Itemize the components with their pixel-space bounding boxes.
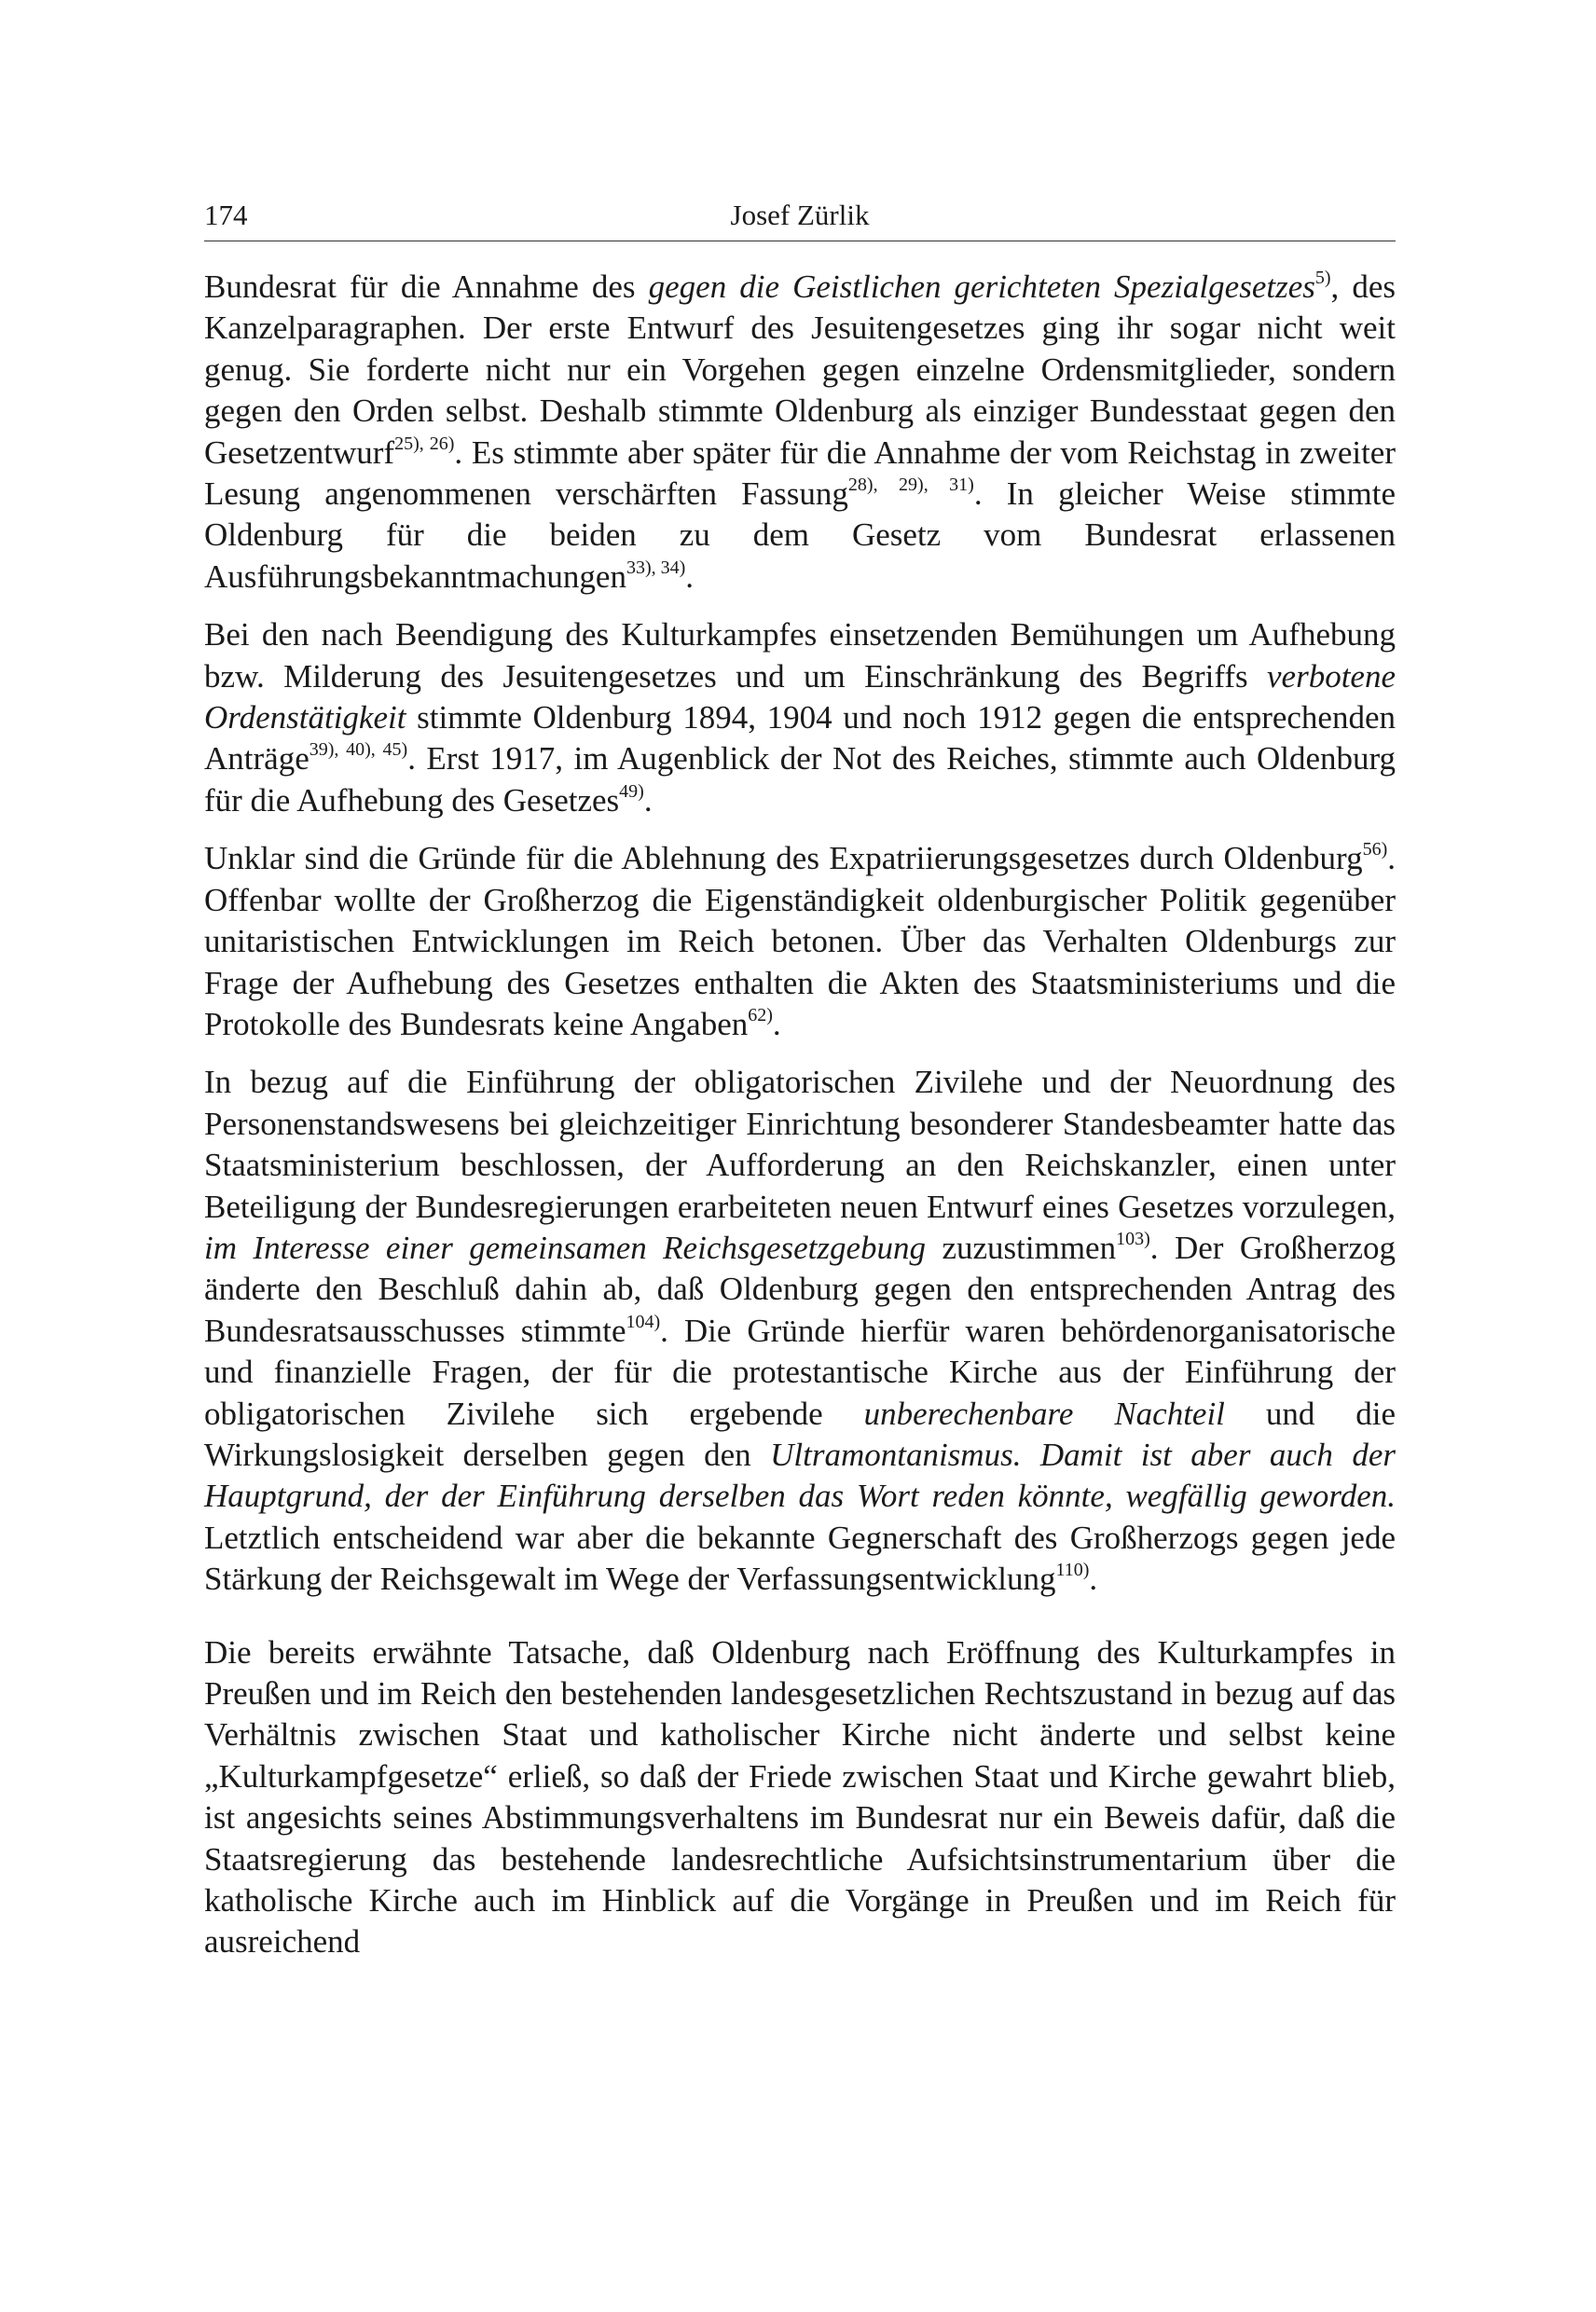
footnote-ref: 103) — [1116, 1228, 1150, 1249]
text-run: Die bereits erwähnte Tatsache, daß Oldenburg nach Eröffnung des Kulturkampfes in Preußen und im Reich den bestehenden landesgesetzlichen Rechtszustand in bezug auf das Verhältnis zwischen Staat und katholischer Kirche nicht änderte und selbst keine „Kulturkampfgesetze“ erließ, so daß der Friede zwischen Staat und Kirche gewahrt blieb, ist angesichts seines Abstimmungsverhaltens im Bundesrat nur ein Beweis dafür, daß die Staatsregierung das bestehende landesrechtliche Aufsichtsinstrumentarium über die katholische Kirche auch im Hinblick auf die Vorgänge in Preußen und im Reich für ausreichend — [204, 1633, 1396, 1961]
paragraph — [204, 267, 1396, 598]
text-run: . Die Gründe hierfür waren behördenorganisatorische und finanzielle Fragen, der für die protestantische Kirche aus der Einführung der obligatorischen Zivilehe sich ergebende — [204, 1312, 1396, 1432]
footnote-ref: 25), 26) — [394, 433, 455, 454]
text-run: . — [685, 557, 695, 595]
emphasis-text: Ultramontanismus. Damit ist aber auch der Hauptgrund, der der Einführung derselben das Wort reden könnte, wegfällig geworden. — [204, 1436, 1396, 1515]
emphasis-text: gegen die Geistlichen gerichteten Spezialgesetzes — [648, 268, 1315, 305]
text-run: Bundesrat für die Annahme des — [204, 268, 649, 305]
text-run: . Erst 1917, im Augenblick der Not des Reiches, stimmte auch Oldenburg für die Aufhebung des Gesetzes — [204, 740, 1396, 819]
emphasis-text: im Interesse einer gemeinsamen Reichsgesetzgebung — [204, 1229, 927, 1266]
text-run: Unklar sind die Gründe für die Ablehnung des Expatriierungsgesetzes durch Oldenburg — [204, 840, 1363, 877]
text-run: . Der Großherzog änderte den Beschluß dahin ab, daß Oldenburg gegen den entsprechenden Antrag des Bundesratsausschusses stimmte — [204, 1229, 1396, 1349]
footnote-ref: 28), 29), 31) — [847, 475, 974, 496]
footnote-ref: 104) — [626, 1311, 661, 1332]
text-run: zuzustimmen — [926, 1229, 1117, 1266]
footnote-ref: 49) — [619, 780, 644, 802]
text-run: Bei den nach Beendigung des Kulturkampfes einsetzenden Bemühungen um Aufhebung bzw. Milderung des Jesuitengesetzes und um Einschränkung des Begriffs — [204, 616, 1396, 695]
emphasis-text: unberechenbare Nachteil — [863, 1395, 1225, 1432]
text-run: und die Wirkungslosigkeit derselben gegen den — [204, 1395, 1396, 1473]
footnote-ref: 39), 40), 45) — [309, 739, 408, 761]
paragraph — [204, 1632, 1396, 1963]
paragraph — [204, 838, 1396, 1045]
text-run: In bezug auf die Einführung der obligatorischen Zivilehe und der Neuordnung des Personenstandswesens bei gleichzeitiger Einrichtung besonderer Standesbeamter hatte das Staatsministerium beschlossen, der Aufforderung an den Reichskanzler, einen unter Beteiligung der Bundesregierungen erarbeiteten neuen Entwurf eines Gesetzes vorzulegen, — [204, 1064, 1396, 1225]
text-run: Letztlich entscheidend war aber die bekannte Gegnerschaft des Großherzogs gegen jede Stärkung der Reichsgewalt im Wege der Verfassungsentwicklung — [204, 1519, 1396, 1598]
text-run: . Es stimmte aber später für die Annahme der vom Reichstag in zweiter Lesung angenommenen verschärften Fassung — [204, 434, 1396, 513]
running-title: Josef Zürlik — [730, 199, 870, 231]
footnote-ref: 5) — [1314, 268, 1331, 288]
running-header — [204, 192, 1396, 239]
text-run: . — [1089, 1561, 1098, 1598]
text-run: stimmte Oldenburg 1894, 1904 und noch 1912 gegen die entsprechenden Anträge — [204, 699, 1396, 778]
text-run: , des Kanzelparagraphen. Der erste Entwurf des Jesuitengesetzes ging ihr sogar nicht weit genug. Sie forderte nicht nur ein Vorgehen gegen einzelne Ordensmitglieder, sondern gegen den Orden selbst. Deshalb stimmte Oldenburg als einziger Bundesstaat gegen den Gesetzentwurf — [204, 268, 1396, 471]
page-number: 174 — [204, 199, 248, 231]
body-text — [204, 267, 1396, 1963]
text-run: . — [643, 781, 653, 819]
paragraph — [204, 614, 1396, 821]
paragraph — [204, 1062, 1396, 1600]
emphasis-text: verbotene Ordenstätigkeit — [204, 657, 1396, 736]
footnote-ref: 56) — [1362, 839, 1388, 860]
footnote-ref: 33), 34) — [626, 557, 686, 578]
footnote-ref: 62) — [748, 1004, 773, 1025]
footnote-ref: 110) — [1055, 1560, 1090, 1581]
text-run: . In gleicher Weise stimmte Oldenburg für die beiden zu dem Gesetz vom Bundesrat erlassenen Ausführungsbekanntmachungen — [204, 475, 1396, 595]
text-run: . — [772, 1005, 781, 1042]
text-run: . Offenbar wollte der Großherzog die Eigenständigkeit oldenburgischer Politik gegenüber unitaristischen Entwicklungen im Reich betonen. Über das Verhalten Oldenburgs zur Frage der Aufhebung des Gesetzes enthalten die Akten des Staatsministeriums und die Protokolle des Bundesrats keine Angaben — [204, 840, 1396, 1042]
